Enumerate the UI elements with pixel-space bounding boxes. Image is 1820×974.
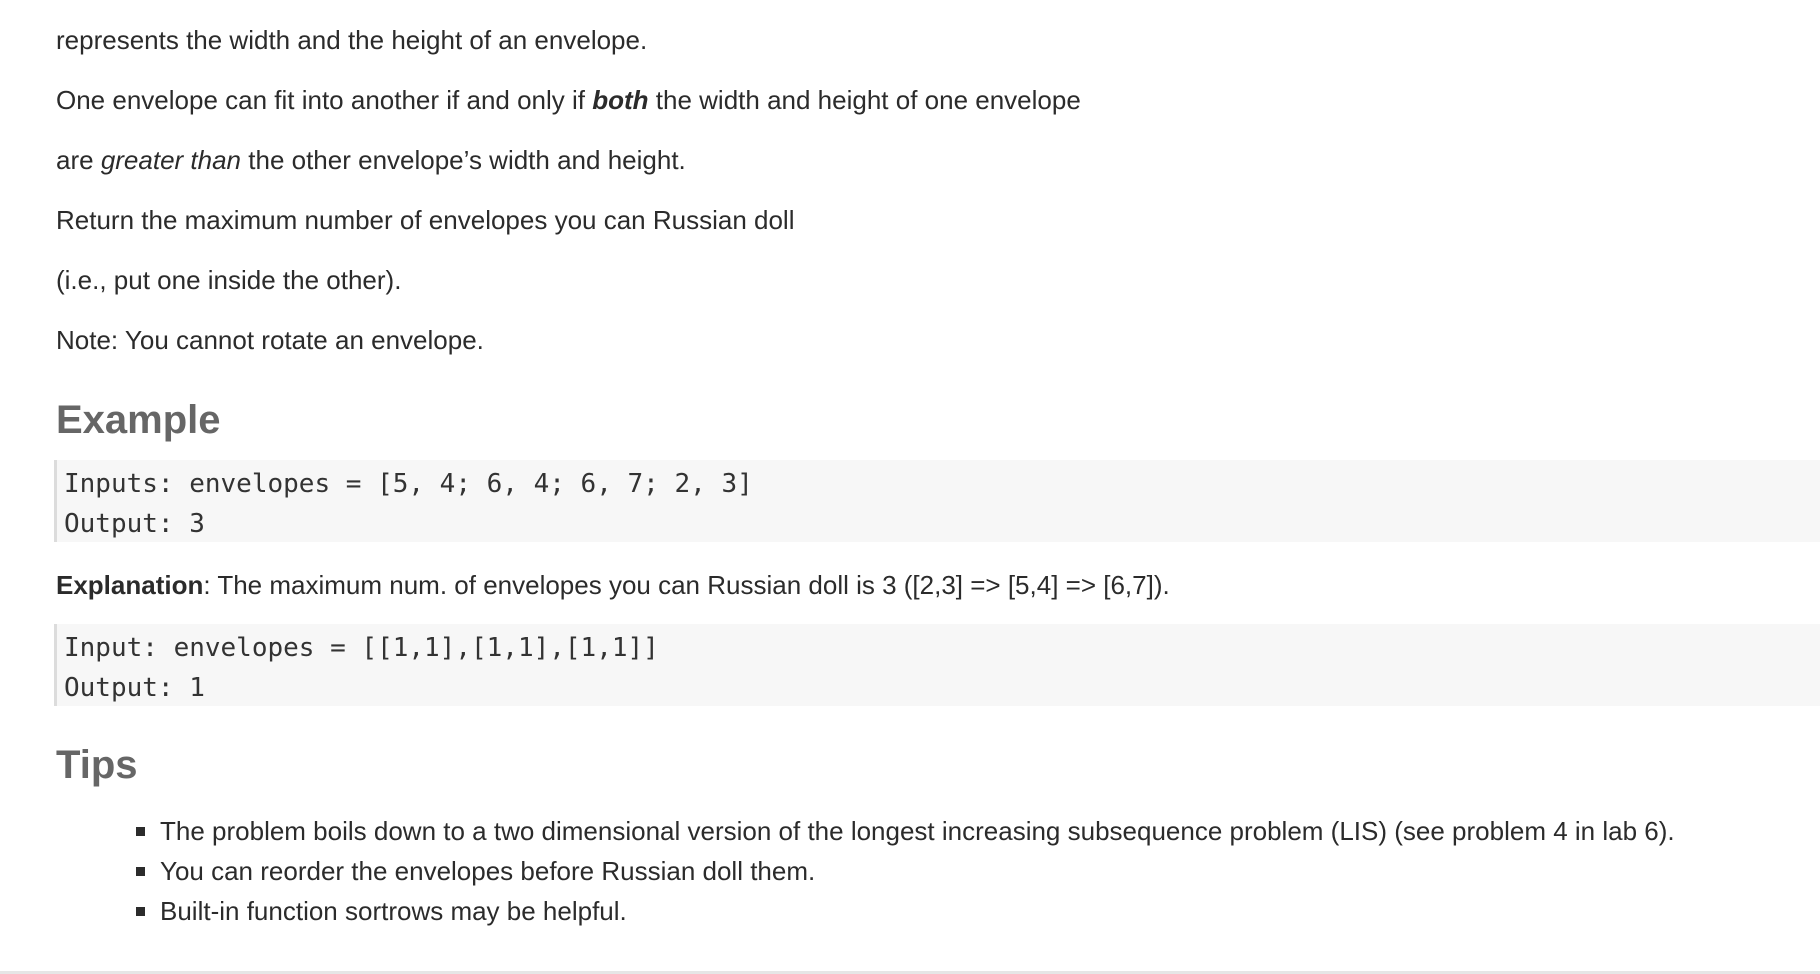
code-line: Inputs: envelopes = [5, 4; 6, 4; 6, 7; 2, 3] <box>64 469 753 499</box>
explanation-line <box>56 570 1170 600</box>
intro-line-5: (i.e., put one inside the other). <box>56 265 402 295</box>
square-bullet-icon <box>136 907 145 916</box>
example-heading: Example <box>56 398 221 442</box>
intro-line-2-start: One envelope can fit into another if and only if <box>56 85 593 115</box>
example-code-block-2 <box>54 624 1820 706</box>
square-bullet-icon <box>136 867 145 876</box>
list-item <box>136 851 1675 891</box>
example-code-block-1 <box>54 460 1820 542</box>
note-line: Note: You cannot rotate an envelope. <box>56 325 484 355</box>
intro-line-1: represents the width and the height of an envelope. <box>56 25 648 55</box>
intro-line-3 <box>56 145 686 175</box>
code-line: Output: 1 <box>64 673 205 703</box>
list-item <box>136 811 1675 851</box>
tip-text: You can reorder the envelopes before Russian doll them. <box>160 856 816 886</box>
emphasis-greater-than: greater than <box>100 145 242 175</box>
explanation-label: Explanation <box>56 570 204 600</box>
intro-line-2-end: the width and height of one envelope <box>648 85 1081 115</box>
square-bullet-icon <box>136 827 145 836</box>
emphasis-both: both <box>592 85 649 115</box>
intro-line-4: Return the maximum number of envelopes you can Russian doll <box>56 205 795 235</box>
code-line: Input: envelopes = [[1,1],[1,1],[1,1]] <box>64 633 659 663</box>
intro-line-3-start: are <box>56 145 101 175</box>
intro-line-3-end: the other envelope’s width and height. <box>241 145 686 175</box>
tips-list <box>136 811 1675 931</box>
tip-text: Built-in function sortrows may be helpful. <box>160 896 627 926</box>
code-line: Output: 3 <box>64 509 205 539</box>
explanation-text: : The maximum num. of envelopes you can Russian doll is 3 ([2,3] => [5,4] => [6,7]). <box>203 570 1170 600</box>
tips-heading: Tips <box>56 743 138 787</box>
tip-text: The problem boils down to a two dimensional version of the longest increasing subsequence problem (LIS) (see problem 4 in lab 6). <box>160 816 1675 846</box>
intro-line-2 <box>56 85 1081 115</box>
list-item <box>136 891 1675 931</box>
